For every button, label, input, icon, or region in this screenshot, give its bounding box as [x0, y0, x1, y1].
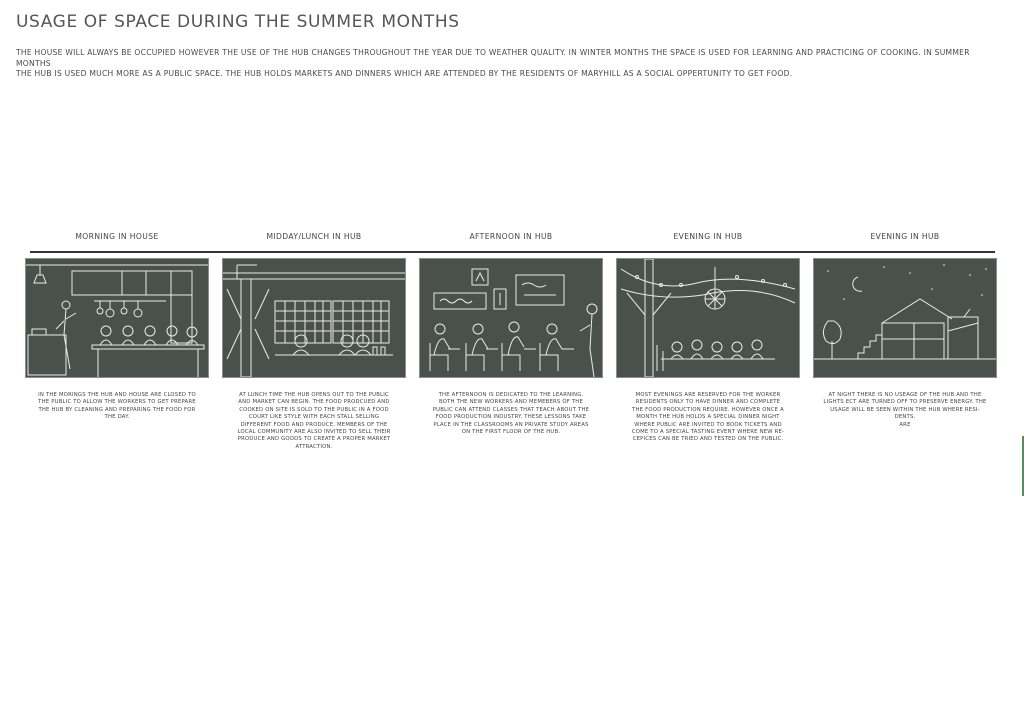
caption-line: IN THE MORINGS THE HUB AND HOUSE ARE CLOSED TO — [38, 392, 196, 398]
caption-line: THE FOOD PRODUCTION REQUIRE. HOWEVER ONCE A — [632, 406, 784, 413]
caption-line: THE HUB BY CLEANING AND PREPARING THE FOOD FOR — [38, 406, 196, 413]
caption-night — [819, 392, 991, 429]
caption-line: RESIDENTS ONLY TO HAVE DINNER AND COMPLETE — [635, 399, 781, 406]
caption-line: MONTH THE HUB HOLDS A SPECIAL DINNER NIGHT — [636, 414, 780, 421]
night-house-illustration — [814, 259, 996, 377]
panel-label-night: EVENING IN HUB — [870, 232, 940, 241]
panel-evening-image — [617, 259, 799, 377]
panel-morning-image — [26, 259, 208, 377]
caption-line: PLACE IN THE CLASSROOMS AN PRIVATE STUDY AREAS — [433, 421, 589, 428]
caption-line: MOST EVENINGS ARE RESERVED FOR THE WORKER — [635, 392, 781, 398]
caption-line: ATTRACTION. — [295, 443, 333, 450]
caption-line: FOOD PRODUCTION INDUSTRY. THESE LESSONS TAKE — [435, 414, 587, 421]
panel-midday-image — [223, 259, 405, 377]
caption-line: USAGE WILL BE SEEN WITHIN THE HUB WHERE RESI- — [830, 406, 980, 413]
caption-afternoon — [425, 392, 597, 436]
panel-label-midday: MIDDAY/LUNCH IN HUB — [266, 232, 362, 241]
caption-line: COME TO A SPECIAL TASTING EVENT WHERE NEW RE- — [631, 429, 785, 436]
dinner-illustration — [617, 259, 799, 377]
caption-line: CEPICES CAN BE TRIED AND TESTED ON THE PUBLIC. — [632, 436, 784, 443]
caption-line: AT NIGHT THERE IS NO USEAGE OF THE HUB AND THE — [828, 392, 982, 398]
panel-afternoon-image — [420, 259, 602, 377]
caption-line: LOCAL COMMUNITY ARE ALSO INVITED TO SELL THEIR — [237, 429, 391, 436]
caption-line: AT LUNCH TIME THE HUB OPENS OUT TO THE PUBLIC — [239, 392, 389, 398]
panel-label-morning: MORNING IN HOUSE — [75, 232, 159, 241]
market-illustration — [223, 259, 405, 377]
panel-night-image — [814, 259, 996, 377]
timeline-rule — [30, 251, 995, 253]
intro-line: THE HUB IS USED MUCH MORE AS A PUBLIC SPACE. THE HUB HOLDS MARKETS AND DINNERS WHICH ARE ATTENDED BY THE RESIDENTS OF MARYHILL AS A SOCIAL OPPERTUNITY TO GET FOOD. — [16, 69, 793, 78]
caption-line: WHERE PUBLIC ARE INVITED TO BOOK TICKETS AND — [634, 421, 782, 428]
page-title: USAGE OF SPACE DURING THE SUMMER MONTHS — [16, 12, 460, 32]
caption-line: BOTH THE NEW WORKERS AND MEMEBERS OF THE — [438, 399, 584, 406]
panel-label-afternoon: AFTERNOON IN HUB — [469, 232, 553, 241]
caption-line: AND MARKET CAN BEGIN. THE FOOD PRODCUED AND — [238, 399, 390, 406]
classroom-illustration — [420, 259, 602, 377]
caption-line: ON THE FIRST FLOOR OF THE HUB. — [461, 429, 561, 436]
caption-line: THE PUBLIC TO ALLOW THE WORKERS TO GET PREPARE — [38, 399, 196, 406]
caption-line: COURT LIKE STYLE WITH EACH STALL SELLING — [248, 414, 380, 421]
intro-line: THE HOUSE WILL ALWAYS BE OCCUPIED HOWEVER THE USE OF THE HUB CHANGES THROUGHOUT THE YEAR DUE TO WEATHER QUALITY. IN WINTER MONTHS THE SPACE IS USED FOR LEARNING AND PRACTICING OF COOKING. IN SUMMER MONTHS — [16, 48, 970, 68]
caption-evening — [622, 392, 794, 444]
caption-line: PUBLIC CAN ATTEND CLASSES THAT TEACH ABOUT THE — [432, 406, 590, 413]
panel-label-evening: EVENING IN HUB — [673, 232, 743, 241]
caption-line: PRODUCE AND GOODS TO CREATE A PROPER MARKET — [237, 436, 391, 443]
caption-line: DENTS. — [894, 414, 916, 421]
caption-line: ARE — [899, 421, 911, 428]
caption-midday — [228, 392, 400, 451]
caption-line: THE DAY. — [104, 414, 130, 421]
caption-line: LIGHTS ECT ARE TURNED OFF TO PRESERVE ENERGY. THE — [823, 399, 987, 406]
caption-line: DIFFERENT FOOD AND PRODUCE, MEMBERS OF THE — [240, 421, 388, 428]
caption-line: COOKED ON SITE IS SOLD TO THE PUBLIC IN A FOOD — [239, 406, 389, 413]
caption-morning — [31, 392, 203, 422]
intro-text — [16, 48, 1006, 80]
caption-line: THE AFTERNOON IS DEDICATED TO THE LEARNING. — [438, 392, 584, 398]
kitchen-illustration — [26, 259, 208, 377]
